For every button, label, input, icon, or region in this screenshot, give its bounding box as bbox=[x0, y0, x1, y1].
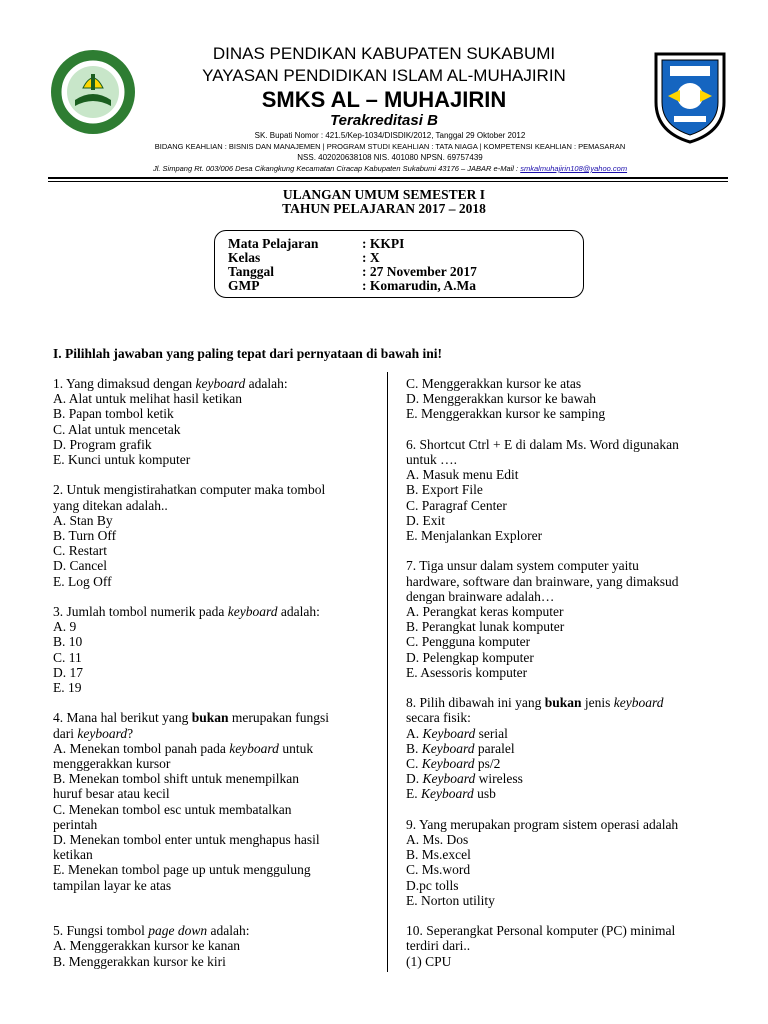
q10-item-1: (1) CPU bbox=[406, 953, 452, 969]
q5-option-b: B. Menggerakkan kursor ke kiri bbox=[53, 953, 226, 969]
question-5-continued bbox=[406, 376, 736, 422]
question-6-stem-cont: untuk …. bbox=[406, 452, 458, 467]
accreditation: Terakreditasi B bbox=[330, 112, 438, 129]
question-7 bbox=[406, 558, 736, 680]
q6-option-e: E. Menjalankan Explorer bbox=[406, 528, 543, 544]
q2-option-d: D. Cancel bbox=[53, 558, 107, 574]
info-value-teacher: : Komarudin, A.Ma bbox=[362, 278, 477, 293]
q4-option-e-cont: tampilan layar ke atas bbox=[53, 877, 172, 893]
question-5-stem: 5. Fungsi tombol page down adalah: bbox=[53, 923, 250, 939]
right-column bbox=[406, 376, 736, 969]
left-column bbox=[53, 376, 383, 969]
info-label-subject: Mata Pelajaran bbox=[228, 236, 319, 251]
exam-year: TAHUN PELAJARAN 2017 – 2018 bbox=[282, 201, 486, 216]
q8-option-a: A. Keyboard serial bbox=[406, 725, 508, 741]
q9-option-e: E. Norton utility bbox=[406, 892, 495, 908]
q4-option-d: D. Menekan tombol enter untuk menghapus hasil bbox=[53, 832, 320, 848]
question-8 bbox=[406, 695, 736, 801]
q8-option-c: C. Keyboard ps/2 bbox=[406, 756, 501, 772]
question-7-stem-cont: hardware, software dan brainware, yang dimaksud bbox=[406, 573, 679, 589]
question-2-stem: 2. Untuk mengistirahatkan computer maka tombol bbox=[53, 482, 326, 498]
q7-option-e: E. Asessoris komputer bbox=[406, 664, 528, 680]
question-4 bbox=[53, 710, 383, 892]
fields-of-expertise: BIDANG KEAHLIAN : BISNIS DAN MANAJEMEN | PROGRAM STUDI KEAHLIAN : TATA NIAGA | KOMPETENSI KEAHLIAN : PEMASARAN bbox=[154, 142, 626, 151]
question-4-stem-cont: dari keyboard? bbox=[53, 725, 134, 741]
question-2-stem-cont: yang ditekan adalah.. bbox=[53, 497, 168, 513]
q3-option-b: B. 10 bbox=[53, 634, 83, 650]
info-label-class: Kelas bbox=[228, 250, 261, 265]
column-divider bbox=[387, 372, 388, 972]
q5-option-e: E. Menggerakkan kursor ke samping bbox=[406, 406, 606, 422]
exam-title: ULANGAN UMUM SEMESTER I bbox=[282, 187, 486, 202]
q9-option-c: C. Ms.word bbox=[406, 862, 471, 878]
q1-option-c: C. Alat untuk mencetak bbox=[53, 421, 181, 437]
q4-option-b: B. Menekan tombol shift untuk menempilkan bbox=[53, 771, 299, 787]
q1-option-b: B. Papan tombol ketik bbox=[53, 406, 174, 422]
header-rule-thin bbox=[48, 181, 728, 182]
question-9 bbox=[406, 817, 736, 908]
question-10-stem-cont: terdiri dari.. bbox=[406, 938, 471, 954]
sk-number: SK. Bupati Nomor : 421.5/Kep-1034/DISDIK/2012, Tanggal 29 Oktober 2012 bbox=[254, 131, 526, 140]
question-6 bbox=[406, 437, 736, 543]
q7-option-b: B. Perangkat lunak komputer bbox=[406, 619, 565, 635]
q8-option-d: D. Keyboard wireless bbox=[406, 771, 523, 787]
q2-option-b: B. Turn Off bbox=[53, 528, 117, 544]
q7-option-a: A. Perangkat keras komputer bbox=[406, 604, 564, 620]
question-5 bbox=[53, 923, 383, 969]
nss-nis-npsn: NSS. 402020638108 NIS. 401080 NPSN. 69757439 bbox=[297, 153, 483, 162]
header-agency: DINAS PENDIKAN KABUPATEN SUKABUMI bbox=[212, 44, 556, 63]
question-10-stem: 10. Seperangkat Personal komputer (PC) minimal bbox=[406, 923, 676, 939]
q6-option-b: B. Export File bbox=[406, 482, 483, 498]
q9-option-b: B. Ms.excel bbox=[406, 847, 471, 863]
q1-option-e: E. Kunci untuk komputer bbox=[53, 452, 191, 468]
info-value-class: : X bbox=[362, 250, 380, 265]
question-10 bbox=[406, 923, 736, 969]
question-8-stem: 8. Pilih dibawah ini yang bukan jenis keyboard bbox=[406, 695, 664, 711]
q7-option-d: D. Pelengkap komputer bbox=[406, 649, 534, 665]
header-rule-thick bbox=[48, 177, 728, 179]
question-3-stem: 3. Jumlah tombol numerik pada keyboard adalah: bbox=[53, 604, 320, 620]
email-link[interactable]: smkalmuhajirin108@yahoo.com bbox=[520, 164, 628, 173]
question-7-stem: 7. Tiga unsur dalam system computer yaitu bbox=[406, 558, 639, 574]
school-name: SMKS AL – MUHAJIRIN bbox=[261, 87, 507, 112]
q2-option-e: E. Log Off bbox=[53, 573, 112, 589]
q5-option-d: D. Menggerakkan kursor ke bawah bbox=[406, 391, 597, 407]
q2-option-c: C. Restart bbox=[53, 543, 107, 559]
q3-option-a: A. 9 bbox=[53, 619, 77, 635]
section-instruction: I. Pilihlah jawaban yang paling tepat dari pernyataan di bawah ini! bbox=[53, 346, 442, 361]
q3-option-e: E. 19 bbox=[53, 680, 82, 696]
info-value-subject: : KKPI bbox=[362, 236, 405, 251]
q3-option-d: D. 17 bbox=[53, 664, 83, 680]
q9-option-d: D.pc tolls bbox=[406, 877, 459, 893]
question-8-stem-cont: secara fisik: bbox=[406, 710, 471, 726]
school-address bbox=[90, 164, 690, 173]
q7-option-c: C. Pengguna komputer bbox=[406, 634, 531, 650]
question-6-stem: 6. Shortcut Ctrl + E di dalam Ms. Word digunakan bbox=[406, 436, 679, 452]
q2-option-a: A. Stan By bbox=[53, 512, 113, 528]
question-4-stem: 4. Mana hal berikut yang bukan merupakan fungsi bbox=[53, 710, 329, 726]
q1-option-a: A. Alat untuk melihat hasil ketikan bbox=[53, 391, 242, 407]
question-2 bbox=[53, 482, 383, 588]
q6-option-d: D. Exit bbox=[406, 512, 445, 528]
q4-option-d-cont: ketikan bbox=[53, 847, 93, 863]
q8-option-e: E. Keyboard usb bbox=[406, 786, 496, 802]
q4-option-a-cont: menggerakkan kursor bbox=[53, 756, 171, 772]
q3-option-c: C. 11 bbox=[53, 649, 82, 665]
q4-option-c: C. Menekan tombol esc untuk membatalkan bbox=[53, 801, 292, 817]
info-label-teacher: GMP bbox=[228, 278, 260, 293]
question-9-stem: 9. Yang merupakan program sistem operasi adalah bbox=[406, 816, 679, 832]
q1-option-d: D. Program grafik bbox=[53, 436, 152, 452]
q4-option-c-cont: perintah bbox=[53, 816, 98, 832]
info-value-date: : 27 November 2017 bbox=[362, 264, 477, 279]
header-foundation: YAYASAN PENDIDIKAN ISLAM AL-MUHAJIRIN bbox=[202, 66, 566, 85]
address-text: Jl. Simpang Rt. 003/006 Desa Cikangkung Kecamatan Ciracap Kabupaten Sukabumi 43176 – JABAR e-Mail : bbox=[152, 164, 521, 173]
q8-option-b: B. Keyboard paralel bbox=[406, 740, 515, 756]
question-3 bbox=[53, 604, 383, 695]
q5-option-c: C. Menggerakkan kursor ke atas bbox=[406, 376, 582, 391]
q5-option-a: A. Menggerakkan kursor ke kanan bbox=[53, 938, 241, 954]
question-7-stem-cont2: dengan brainware adalah… bbox=[406, 588, 555, 604]
q4-option-a: A. Menekan tombol panah pada keyboard untuk bbox=[53, 740, 314, 756]
question-1 bbox=[53, 376, 383, 467]
q6-option-c: C. Paragraf Center bbox=[406, 497, 507, 513]
question-1-stem: 1. Yang dimaksud dengan keyboard adalah: bbox=[53, 376, 288, 391]
info-label-date: Tanggal bbox=[228, 264, 275, 279]
q4-option-b-cont: huruf besar atau kecil bbox=[53, 786, 170, 802]
q6-option-a: A. Masuk menu Edit bbox=[406, 467, 519, 483]
q4-option-e: E. Menekan tombol page up untuk menggulung bbox=[53, 862, 311, 878]
q9-option-a: A. Ms. Dos bbox=[406, 832, 469, 848]
